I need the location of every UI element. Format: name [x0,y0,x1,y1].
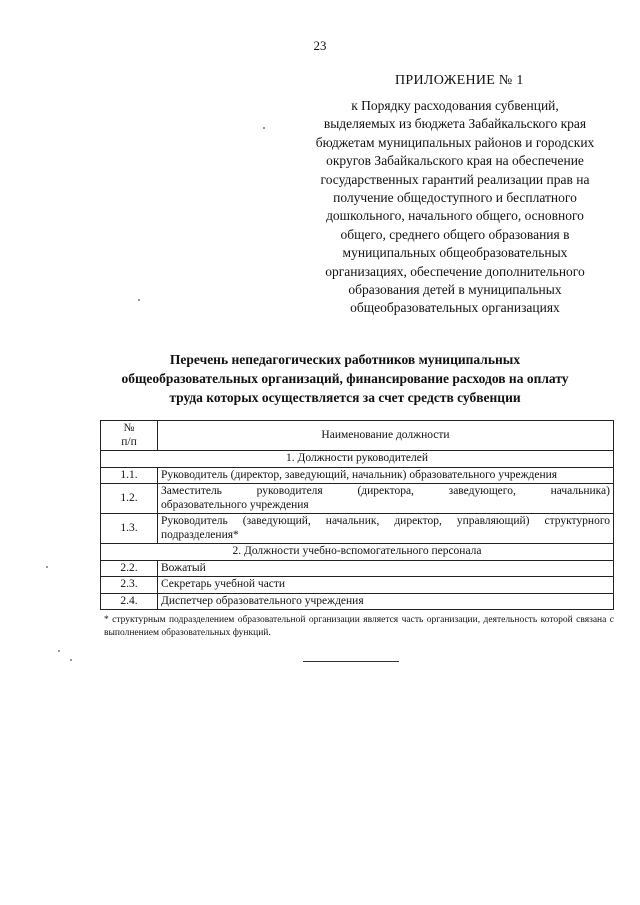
bottom-divider [303,661,399,662]
subtitle-line: организациях, обеспечение дополнительного [325,263,585,279]
row-position: Секретарь учебной части [158,577,614,594]
row-position [158,484,614,514]
row-number: 2.3. [101,577,158,594]
section-title: 1. Должности руководителей [101,451,614,468]
section-row [101,544,614,561]
footnote: * структурным подразделением образовательной организации является часть организации, деятельность которой связана с выполнением образовательных функций. [104,615,614,638]
row-position [158,514,614,544]
list-heading [100,350,590,407]
header-number-sign: № [123,422,135,434]
row-number: 1.2. [101,484,158,514]
positions-table [100,420,614,610]
header-number-abbr: п/п [121,435,137,448]
row-position-line: подразделения* [161,528,239,541]
subtitle-line: общего, среднего общего образования в [340,226,570,242]
table-row [101,467,614,484]
subtitle-line: дошкольного, начального общего, основного [326,208,584,224]
subtitle-line: получение общедоступного и бесплатного [333,190,577,206]
row-number: 1.1. [101,467,158,484]
row-number: 2.4. [101,593,158,610]
subtitle-line: муниципальных общеобразовательных [342,245,568,261]
table-row [101,514,614,544]
subtitle-line: образования детей в муниципальных [348,282,562,298]
scan-speck [263,127,265,129]
heading-line: Перечень непедагогических работников муниципальных [169,352,521,367]
header-position-name: Наименование должности [158,421,614,451]
row-position-line: Руководитель (заведующий, начальник, директор, управляющий) структурного [161,515,610,527]
row-position: Вожатый [158,560,614,577]
row-position-line: Заместитель руководителя (директора, заведующего, начальника) [161,485,610,497]
appendix-subtitle [290,97,620,318]
subtitle-line: выделяемых из бюджета Забайкальского края [323,116,587,132]
section-title: 2. Должности учебно-вспомогательного персонала [101,544,614,561]
table-row [101,560,614,577]
heading-line: труда которых осуществляется за счет средств субвенции [169,390,521,405]
table-row [101,484,614,514]
page-number: 23 [313,38,327,53]
table-header-row [101,421,614,451]
row-number: 2.2. [101,560,158,577]
scan-speck [58,650,60,652]
subtitle-line: округов Забайкальского края на обеспечение [326,153,584,169]
subtitle-line: общеобразовательных организациях [350,300,560,316]
row-position: Руководитель (директор, заведующий, начальник) образовательного учреждения [158,467,614,484]
scan-speck [46,566,48,568]
table-row [101,593,614,610]
header-number [101,421,158,451]
scan-speck [138,299,140,301]
row-position-line: образовательного учреждения [161,498,309,511]
row-position: Диспетчер образовательного учреждения [158,593,614,610]
subtitle-line: бюджетам муниципальных районов и городских [315,134,595,150]
subtitle-line: государственных гарантий реализации прав на [320,171,590,187]
table-row [101,577,614,594]
row-number: 1.3. [101,514,158,544]
heading-line: общеобразовательных организаций, финансирование расходов на оплату [121,371,569,386]
appendix-title: ПРИЛОЖЕНИЕ № 1 [395,73,524,88]
subtitle-line: к Порядку расходования субвенций, [351,98,559,113]
scan-speck [70,659,72,661]
section-row [101,451,614,468]
